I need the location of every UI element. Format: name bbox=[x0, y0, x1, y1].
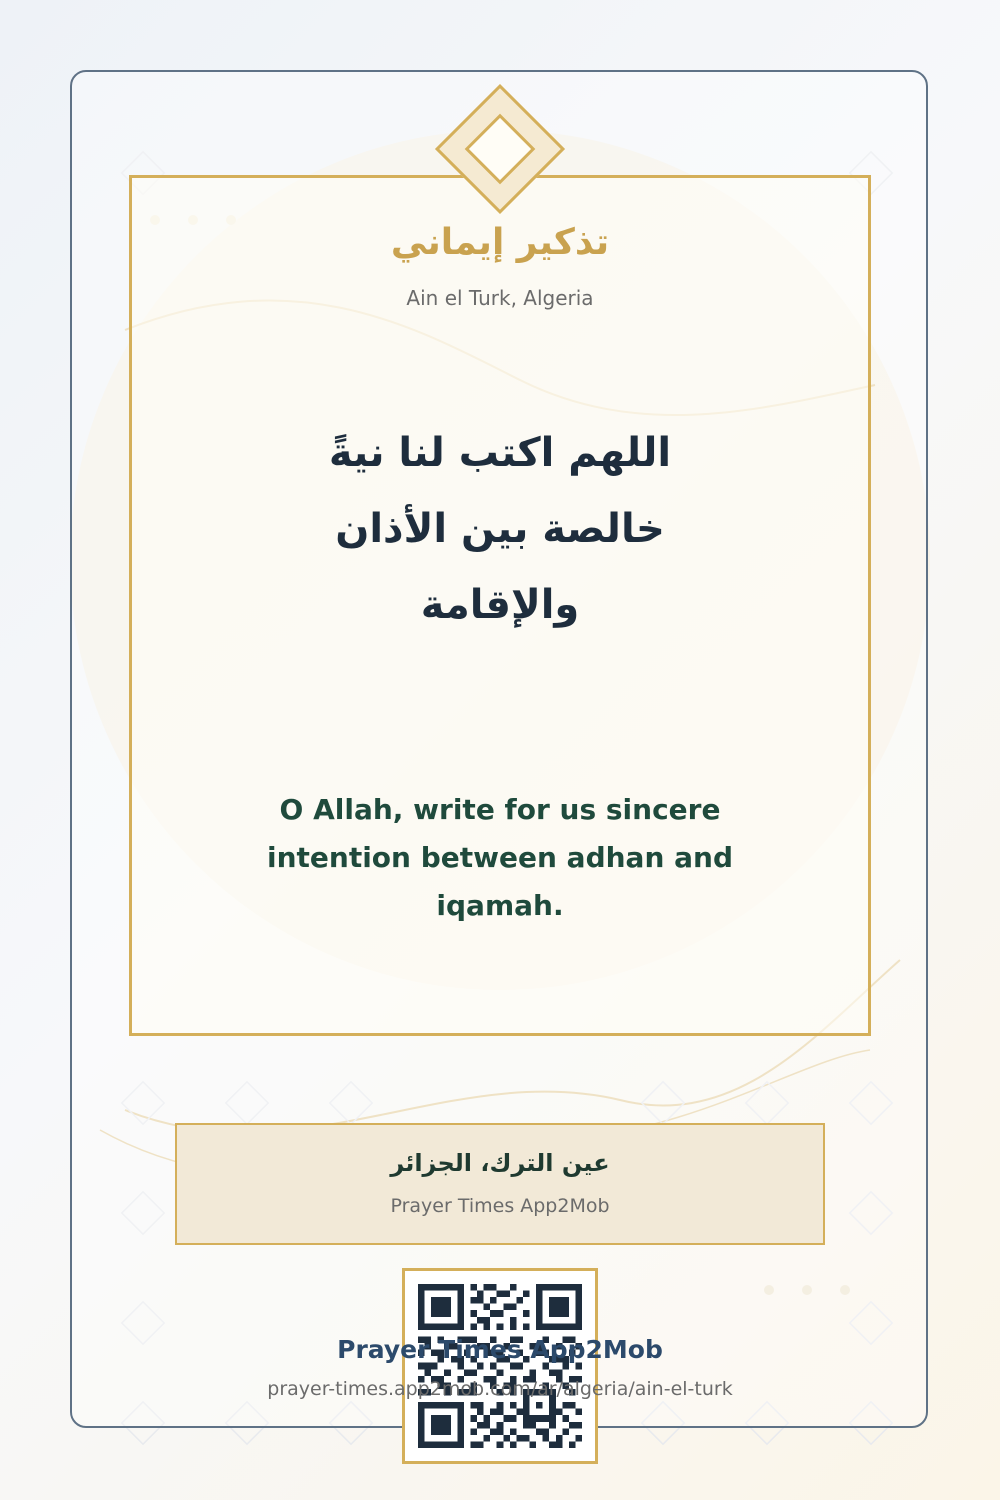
page-title: تذكير إيماني bbox=[390, 222, 610, 263]
dua-arabic-line: اللهم اكتب لنا نيةً bbox=[328, 430, 672, 476]
app-subtitle: Prayer Times App2Mob bbox=[390, 1195, 610, 1217]
dua-translation-line: intention between adhan and bbox=[266, 841, 733, 874]
footer-url-link[interactable]: prayer-times.app2mob.com/ar/algeria/ain-el-turk bbox=[267, 1378, 733, 1400]
qr-code-icon bbox=[418, 1284, 582, 1448]
location-label: Ain el Turk, Algeria bbox=[406, 286, 594, 310]
dua-translation-line: iqamah. bbox=[436, 889, 564, 922]
location-arabic: عين الترك، الجزائر bbox=[390, 1149, 610, 1177]
dua-arabic-line: والإقامة bbox=[420, 582, 580, 628]
dua-arabic bbox=[250, 415, 750, 643]
dua-translation-line: O Allah, write for us sincere bbox=[279, 793, 721, 826]
info-box bbox=[175, 1123, 825, 1245]
qr-code[interactable] bbox=[402, 1268, 598, 1464]
footer-app-name: Prayer Times App2Mob bbox=[337, 1335, 663, 1364]
dua-arabic-line: خالصة بين الأذان bbox=[335, 506, 665, 552]
dua-translation bbox=[240, 786, 760, 930]
